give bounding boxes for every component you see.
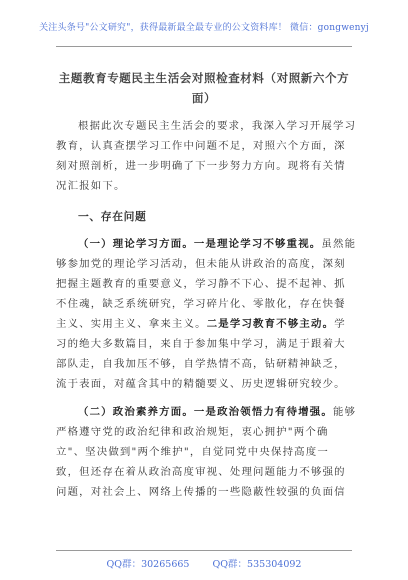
text-line	[56, 234, 357, 254]
text-line: 严格遵守党的政治纪律和政治规矩，衷心拥护"两个确	[56, 426, 329, 438]
qq-group-2: QQ群：535304092	[212, 559, 302, 570]
inline-text: 主义、实用主义、拿来主义。	[56, 318, 207, 330]
document-title-line-2: 面）	[191, 91, 217, 105]
text-line	[56, 402, 357, 422]
theory-study-paragraph	[56, 234, 357, 394]
text-line: 不住魂，缺乏系统研究，学习碎片化、零散化，存在快餐	[56, 298, 346, 310]
text-line: 根据此次专题民主生活会的要求，我深入学习开展学习	[78, 120, 357, 132]
footer	[0, 556, 408, 570]
text-line: 问题，对社会上、网络上传播的一些隐蔽性较强的负面信	[56, 486, 346, 498]
text-line: 致，但还存在着从政治高度审视、处理问题能力不够强的	[56, 466, 346, 478]
text-line: 流于表面，对蕴含其中的精髓要义、历史逻辑研究较少。	[56, 378, 346, 390]
promo-banner: 关注头条号"公文研究"，获得最新最全最专业的公文资料库！ 微信：gongwenyj	[39, 23, 369, 33]
text-line	[56, 314, 352, 334]
inline-text: 学	[334, 318, 346, 330]
text-line: 刻对照剖析，进一步明确了下一步努力方向。现将有关情	[56, 160, 346, 172]
intro-paragraph	[56, 116, 357, 196]
qq-group-1: QQ群：30265665	[106, 559, 190, 570]
section-heading: 一、存在问题	[78, 210, 147, 223]
text-line: 教育，认真查摆学习工作中问题不足，对照六个方面，深	[56, 140, 346, 152]
subsection-heading: （一）理论学习方面。一是理论学习不够重视。	[78, 238, 322, 250]
footer-divider	[56, 550, 352, 551]
political-literacy-paragraph	[56, 402, 357, 502]
header-divider	[56, 46, 352, 47]
document-title-line-1: 主题教育专题民主生活会对照检查材料（对照新六个方	[58, 71, 350, 85]
text-line: 况汇报如下。	[56, 180, 126, 192]
inline-text: 虽然能	[321, 238, 357, 250]
text-line: 立"、坚决做到"两个维护"，自觉同党中央保持高度一	[56, 446, 329, 458]
text-line: 习的绝大多数篇目，来自于参加集中学习，满足于跟着大	[56, 338, 346, 350]
point-heading: 二是学习教育不够主动。	[206, 318, 335, 330]
text-line: 把握主题教育的重要意义，学习静不下心、提不起神、抓	[56, 278, 346, 290]
inline-text: 能够	[333, 406, 357, 418]
subsection-heading: （二）政治素养方面。一是政治领悟力有待增强。	[78, 406, 333, 418]
text-line: 够参加党的理论学习活动，但未能从讲政治的高度，深刻	[56, 258, 346, 270]
text-line: 部队走，自我加压不够，自学热情不高，钻研精神缺乏，	[56, 358, 346, 370]
